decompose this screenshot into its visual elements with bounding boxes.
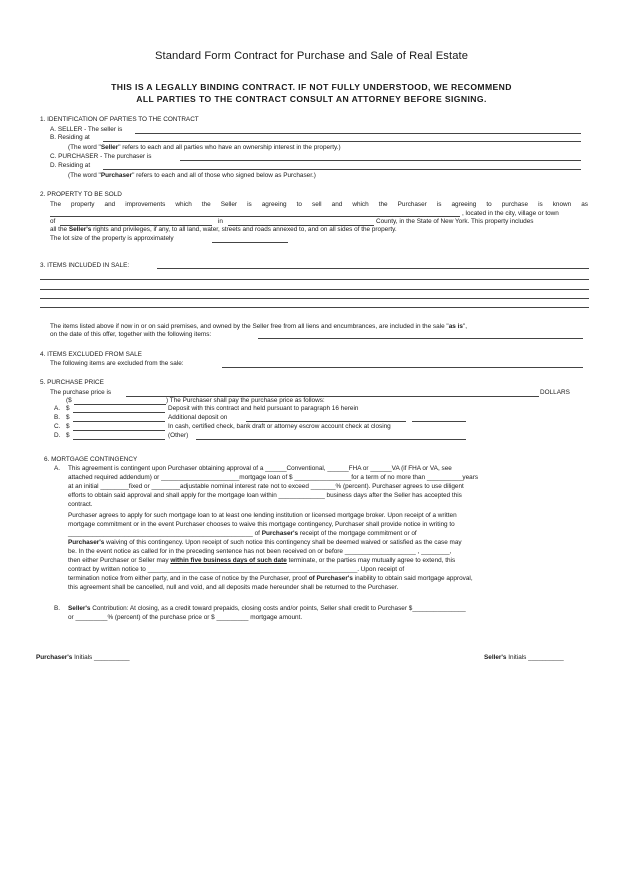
section-1-heading: 1. IDENTIFICATION OF PARTIES TO THE CONTRACT xyxy=(40,116,199,123)
mortgage-a-line-4: efforts to obtain said approval and shall apply for the mortgage loan within _____________ business days after the Seller has accepted this xyxy=(68,492,462,499)
mortgage-b-line-1: Purchaser agrees to apply for such mortgage loan to at least one lending institution or licensed mortgage broker. Upon receipt of a written xyxy=(68,512,457,519)
mortgage-a-line-3: at an initial ________fixed or ________adjustable nominal interest rate not to exceed _______% (percent). Purchaser agrees to use diligent xyxy=(68,483,464,490)
included-items-field-5[interactable] xyxy=(40,307,589,308)
seller-residence-field[interactable] xyxy=(103,141,581,142)
payment-row-c-sign: $ xyxy=(66,423,70,430)
seller-definition-note: (The word "Seller" refers to each and all parties who have an ownership interest in the property.) xyxy=(68,144,341,151)
included-items-field-2[interactable] xyxy=(40,279,589,280)
section-3-heading: 3. ITEMS INCLUDED IN SALE: xyxy=(40,262,130,269)
mortgage-a-letter: A. xyxy=(54,465,61,472)
seller-label: A. SELLER - The seller is xyxy=(50,126,123,133)
purchase-price-label: The purchase price is xyxy=(50,389,112,396)
lot-size-field[interactable] xyxy=(212,242,288,243)
mortgage-b-line-3: ____________________________________________________ of Purchaser's receipt of the mortgage commitment or of xyxy=(68,530,417,537)
property-located-text: , located in the city, village or town xyxy=(462,210,559,217)
additional-deposit-date-field[interactable] xyxy=(246,421,406,422)
property-county-text: County, in the State of New York. This property includes xyxy=(376,218,534,225)
section-2-heading: 2. PROPERTY TO BE SOLD xyxy=(40,191,122,198)
additional-items-field[interactable] xyxy=(258,338,583,339)
pay-as-follows-text: ) The Purchaser shall pay the purchase price as follows: xyxy=(166,397,325,404)
mortgage-b-line-6: then either Purchaser or Seller may within five business days of such date terminate, or the parties may mutually agree to extend, this xyxy=(68,557,456,564)
section-5-heading: 5. PURCHASE PRICE xyxy=(40,379,104,386)
purchaser-label: C. PURCHASER - The purchaser is xyxy=(50,153,152,160)
payment-row-a-text: Deposit with this contract and held pursuant to paragraph 16 herein xyxy=(168,405,359,412)
included-items-field-1[interactable] xyxy=(157,268,589,269)
mortgage-b-line-2: mortgage commitment or in the event Purchaser chooses to waive this mortgage contingency, Purchaser shall provide notice in writing to xyxy=(68,521,455,528)
excluded-items-field[interactable] xyxy=(222,367,583,368)
purchaser-residence-field[interactable] xyxy=(103,169,581,170)
dollars-label: DOLLARS xyxy=(540,389,570,396)
payment-row-b-letter: B. xyxy=(54,414,61,421)
seller-contribution-line-2: or _________% (percent) of the purchase price or $ _________ mortgage amount. xyxy=(68,614,303,621)
payment-row-d-letter: D. xyxy=(54,432,61,439)
legal-warning-line-1: THIS IS A LEGALLY BINDING CONTRACT. IF NOT FULLY UNDERSTOOD, WE RECOMMEND xyxy=(111,82,512,92)
additional-deposit-year-field[interactable] xyxy=(412,421,466,422)
payment-row-b-sign: $ xyxy=(66,414,70,421)
payment-row-c-text: In cash, certified check, bank draft or attorney escrow account check at closing xyxy=(168,423,391,430)
mortgage-a-line-5: contract. xyxy=(68,501,93,508)
excluded-items-label: The following items are excluded from the sale: xyxy=(50,360,184,367)
property-rights-text: all the Seller's rights and privileges, if any, to all land, water, streets and roads annexed to, and on all sides of the property. xyxy=(50,226,397,233)
purchaser-initials[interactable]: Purchaser's Initials __________ xyxy=(36,654,130,661)
property-in-label: in xyxy=(218,218,223,225)
mortgage-b-line-5: be. In the event notice as called for in the preceding sentence has not been received on or before ____________________ , ________, xyxy=(68,548,452,555)
payment-row-b-amount[interactable] xyxy=(73,421,165,422)
mortgage-b-line-4: Purchaser's waiving of this contingency. Upon receipt of such notice this contingency shall be deemed waived or satisfied as the case may xyxy=(68,539,462,546)
seller-name-field[interactable] xyxy=(135,133,581,134)
section-4-heading: 4. ITEMS EXCLUDED FROM SALE xyxy=(40,351,142,358)
price-amount-open: ($ xyxy=(66,397,72,404)
mortgage-b-line-7: contract by written notice to ___________________________________________________________. Upon receipt of xyxy=(68,566,405,573)
payment-row-c-letter: C. xyxy=(54,423,61,430)
purchaser-definition-note: (The word "Purchaser" refers to each and all of those who signed below as Purchaser.) xyxy=(68,172,316,179)
included-items-field-4[interactable] xyxy=(40,298,589,299)
seller-residence-label: B. Residing at xyxy=(50,134,90,141)
legal-warning-line-2: ALL PARTIES TO THE CONTRACT CONSULT AN ATTORNEY BEFORE SIGNING. xyxy=(136,94,487,104)
purchaser-name-field[interactable] xyxy=(180,160,581,161)
property-address-field[interactable] xyxy=(50,216,460,217)
purchaser-residence-label: D. Residing at xyxy=(50,162,91,169)
payment-row-a-letter: A. xyxy=(54,405,61,412)
payment-row-c-amount[interactable] xyxy=(73,430,165,431)
payment-row-a-sign: $ xyxy=(66,405,70,412)
property-description-line: The property and improvements which the Seller is agreeing to sell and which the Purchaser is agreeing to purchase is known as xyxy=(50,201,588,208)
mortgage-b-line-9: this agreement shall be cancelled, null and void, and all deposits made hereunder shall be returned to the Purchaser. xyxy=(68,584,399,591)
property-of-label: of xyxy=(50,218,56,225)
other-payment-field[interactable] xyxy=(196,439,466,440)
included-items-date-label: on the date of this offer, together with the following items: xyxy=(50,331,212,338)
document-title: Standard Form Contract for Purchase and Sale of Real Estate xyxy=(154,50,469,62)
seller-contribution-letter: B. xyxy=(54,605,61,612)
seller-initials[interactable]: Seller's Initials __________ xyxy=(484,654,564,661)
mortgage-b-line-8: termination notice from either party, and in the case of notice by the Purchaser, proof of Purchaser's inability to obtain said mortgage approval, xyxy=(68,575,473,582)
payment-row-d-sign: $ xyxy=(66,432,70,439)
lot-size-label: The lot size of the property is approximately xyxy=(50,235,174,242)
section-6-heading: 6. MORTGAGE CONTINGENCY xyxy=(44,456,138,463)
payment-row-d-text: (Other) xyxy=(168,432,189,439)
mortgage-a-line-2: attached required addendum) or ______________________mortgage loan of $ ________________for a term of no more than __________years xyxy=(68,474,479,481)
seller-contribution-line-1: Seller's Contribution: At closing, as a credit toward prepaids, closing costs and/or points, Seller shall credit to Purchaser $_______________ xyxy=(68,605,466,612)
payment-row-a-amount[interactable] xyxy=(73,412,165,413)
payment-row-d-amount[interactable] xyxy=(73,439,165,440)
purchase-price-amount-field[interactable] xyxy=(74,404,166,405)
payment-row-b-text: Additional deposit on xyxy=(168,414,228,421)
included-items-field-3[interactable] xyxy=(40,289,589,290)
mortgage-a-line-1: This agreement is contingent upon Purchaser obtaining approval of a ______Conventional, ______FHA or ______VA (if FHA or VA, see xyxy=(68,465,452,472)
included-items-condition: The items listed above if now in or on said premises, and owned by the Seller free from all liens and encumbrances, are included in the sale "as is", xyxy=(50,323,467,330)
